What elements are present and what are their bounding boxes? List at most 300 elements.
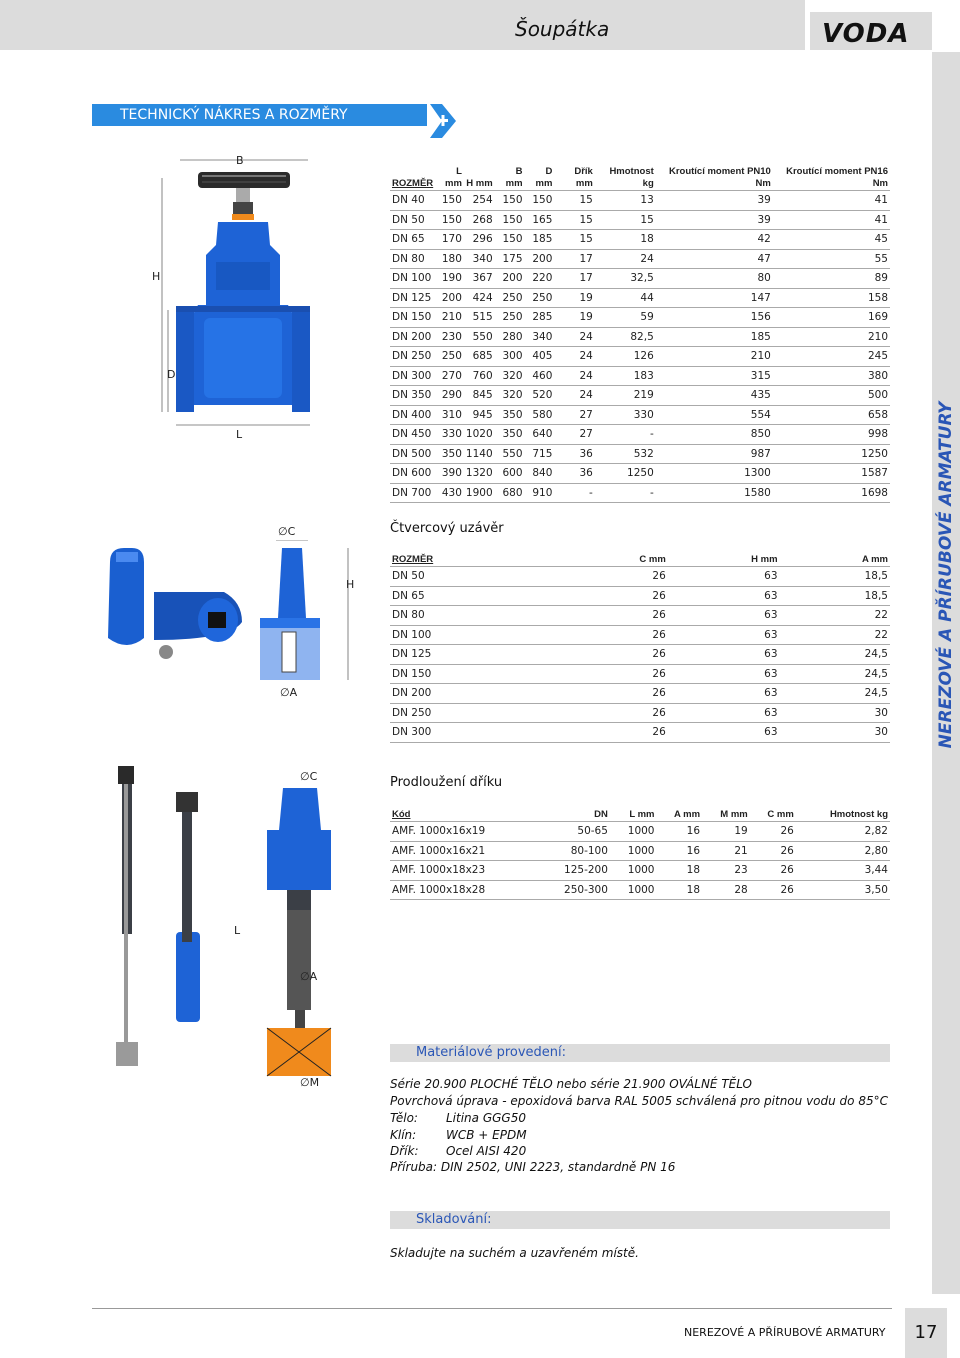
footer-divider xyxy=(92,1308,892,1309)
table-cell: 1250 xyxy=(773,444,890,464)
table-cell: 1320 xyxy=(464,464,495,484)
table-cell: 24 xyxy=(595,249,656,269)
table-cell: DN 125 xyxy=(390,288,435,308)
table-cell: 125-200 xyxy=(537,861,610,881)
table-row xyxy=(390,464,890,484)
table-cell: 26 xyxy=(556,664,668,684)
table-cell: 26 xyxy=(750,861,796,881)
table-cell: 520 xyxy=(525,386,555,406)
table-cell: 680 xyxy=(495,483,525,503)
table-cell: 26 xyxy=(556,645,668,665)
table-cell: 16 xyxy=(657,841,703,861)
column-header: H mm xyxy=(668,548,780,567)
table-row xyxy=(390,405,890,425)
table-cell: 290 xyxy=(435,386,464,406)
table-cell: 80-100 xyxy=(537,841,610,861)
table-row xyxy=(390,880,890,900)
table-cell: DN 100 xyxy=(390,625,556,645)
table-cell: 19 xyxy=(554,288,594,308)
table-cell: 63 xyxy=(668,567,780,587)
table-cell: DN 450 xyxy=(390,425,435,445)
column-header: Hmotnost kg xyxy=(796,803,890,822)
table-cell: 22 xyxy=(780,625,890,645)
table-row xyxy=(390,249,890,269)
table-cell: 24 xyxy=(554,347,594,367)
table-cell: 200 xyxy=(495,269,525,289)
table-cell: DN 350 xyxy=(390,386,435,406)
table-cell: DN 250 xyxy=(390,703,556,723)
table-cell: 63 xyxy=(668,723,780,743)
table-cell: 600 xyxy=(495,464,525,484)
table-row xyxy=(390,191,890,211)
table-cell: 350 xyxy=(495,425,525,445)
square-cap-photo xyxy=(92,540,252,660)
column-header: Kroutící moment PN16 Nm xyxy=(773,160,890,191)
column-header: Kód xyxy=(390,803,537,822)
table-cell: DN 500 xyxy=(390,444,435,464)
page-number: 17 xyxy=(914,1322,938,1343)
table-cell: 685 xyxy=(464,347,495,367)
table-cell: 658 xyxy=(773,405,890,425)
table-cell: 405 xyxy=(525,347,555,367)
table-cell: 47 xyxy=(656,249,773,269)
table-cell: 845 xyxy=(464,386,495,406)
ext-label-c: ∅C xyxy=(300,770,318,783)
table-cell: 1000 xyxy=(610,822,657,842)
table-header-row xyxy=(390,548,890,567)
table-cell: DN 300 xyxy=(390,723,556,743)
table-cell: 350 xyxy=(435,444,464,464)
table-cell: 200 xyxy=(435,288,464,308)
table-cell: 158 xyxy=(773,288,890,308)
table-cell: 45 xyxy=(773,230,890,250)
table-cell: 1250 xyxy=(595,464,656,484)
table-cell: 30 xyxy=(780,703,890,723)
table-cell: 515 xyxy=(464,308,495,328)
table-cell: 310 xyxy=(435,405,464,425)
section-banner-title: TECHNICKÝ NÁKRES A ROZMĚRY xyxy=(120,107,348,123)
valve-drawing xyxy=(140,150,380,450)
table-cell: 17 xyxy=(554,249,594,269)
table-cell: 26 xyxy=(750,822,796,842)
table-cell: 63 xyxy=(668,625,780,645)
square-cap-drawing xyxy=(260,540,360,690)
table-cell: 23 xyxy=(702,861,750,881)
table-cell: 18 xyxy=(595,230,656,250)
table-cell: 296 xyxy=(464,230,495,250)
table-cell: 1900 xyxy=(464,483,495,503)
table-cell: 220 xyxy=(525,269,555,289)
materials-wedge-key: Klín: xyxy=(390,1128,417,1142)
table-cell: 430 xyxy=(435,483,464,503)
table-cell: - xyxy=(595,483,656,503)
table-cell: 998 xyxy=(773,425,890,445)
table-cell: 150 xyxy=(435,191,464,211)
table-cell: 22 xyxy=(780,606,890,626)
table-cell: 910 xyxy=(525,483,555,503)
table-cell: DN 50 xyxy=(390,567,556,587)
table-cell: 200 xyxy=(525,249,555,269)
table-header-row xyxy=(390,803,890,822)
table-cell: DN 300 xyxy=(390,366,435,386)
table-cell: AMF. 1000x16x21 xyxy=(390,841,537,861)
table-cell: 850 xyxy=(656,425,773,445)
table-cell: 15 xyxy=(595,210,656,230)
table-cell: 435 xyxy=(656,386,773,406)
table-cell: 21 xyxy=(702,841,750,861)
materials-coating: Povrchová úprava - epoxidová barva RAL 5005 schválená pro pitnou vodu do 85°C xyxy=(390,1094,888,1108)
table-row xyxy=(390,586,890,606)
table-cell: 185 xyxy=(656,327,773,347)
table-cell: 26 xyxy=(556,684,668,704)
table-cell: 17 xyxy=(554,269,594,289)
table-row xyxy=(390,269,890,289)
table-cell: 285 xyxy=(525,308,555,328)
table-cell: 15 xyxy=(554,191,594,211)
table-cell: 82,5 xyxy=(595,327,656,347)
table-row xyxy=(390,861,890,881)
table-cell: 18,5 xyxy=(780,567,890,587)
table-cell: 19 xyxy=(702,822,750,842)
table-cell: 24 xyxy=(554,366,594,386)
table-cell: 63 xyxy=(668,664,780,684)
table-row xyxy=(390,625,890,645)
table-cell: 945 xyxy=(464,405,495,425)
table-cell: 26 xyxy=(556,567,668,587)
table-cell: 26 xyxy=(750,880,796,900)
table-cell: 245 xyxy=(773,347,890,367)
table-cell: 390 xyxy=(435,464,464,484)
table-cell: DN 600 xyxy=(390,464,435,484)
column-header: ROZMĚR xyxy=(390,160,435,191)
table-cell: DN 400 xyxy=(390,405,435,425)
table-cell: 250 xyxy=(495,308,525,328)
table-cell: 24 xyxy=(554,386,594,406)
table-cell: 3,44 xyxy=(796,861,890,881)
table-cell: 380 xyxy=(773,366,890,386)
table-cell: 150 xyxy=(435,210,464,230)
table-cell: 1020 xyxy=(464,425,495,445)
materials-stem-key: Dřík: xyxy=(390,1144,419,1158)
table-cell: 210 xyxy=(773,327,890,347)
table-row xyxy=(390,606,890,626)
table-cell: 13 xyxy=(595,191,656,211)
table-cell: 270 xyxy=(435,366,464,386)
table-cell: 280 xyxy=(495,327,525,347)
table-row xyxy=(390,425,890,445)
table-cell: 330 xyxy=(435,425,464,445)
table-cell: 36 xyxy=(554,444,594,464)
table-cell: 987 xyxy=(656,444,773,464)
page-title: Šoupátka xyxy=(515,17,610,41)
dim-label-d: D xyxy=(167,368,176,381)
side-label: NEREZOVÉ A PŘÍRUBOVÉ ARMATURY xyxy=(936,401,956,749)
table-cell: 18 xyxy=(657,880,703,900)
extension-table xyxy=(390,803,890,900)
table-cell: 367 xyxy=(464,269,495,289)
materials-stem-value: Ocel AISI 420 xyxy=(446,1144,527,1158)
table-cell: 150 xyxy=(495,230,525,250)
brand-label: VODA xyxy=(822,19,910,49)
storage-title: Skladování: xyxy=(416,1212,492,1227)
table-cell: DN 200 xyxy=(390,684,556,704)
table-cell: 150 xyxy=(525,191,555,211)
column-header: H mm xyxy=(464,160,495,191)
table-cell: 1698 xyxy=(773,483,890,503)
table-cell: 44 xyxy=(595,288,656,308)
table-cell: 63 xyxy=(668,606,780,626)
main-dimensions-table xyxy=(390,160,890,503)
column-header: Hmotnost kg xyxy=(595,160,656,191)
column-header: L mm xyxy=(610,803,657,822)
cap-label-a: ∅A xyxy=(280,686,298,699)
column-header: C mm xyxy=(556,548,668,567)
materials-body xyxy=(390,1111,526,1125)
materials-wedge xyxy=(390,1128,527,1142)
table-cell: 63 xyxy=(668,703,780,723)
table-cell: 15 xyxy=(554,210,594,230)
table-cell: 3,50 xyxy=(796,880,890,900)
table-cell: 250 xyxy=(495,288,525,308)
table-cell: 1587 xyxy=(773,464,890,484)
footer-text: NEREZOVÉ A PŘÍRUBOVÉ ARMATURY xyxy=(684,1326,886,1339)
table-cell: 300 xyxy=(495,347,525,367)
table-cell: 550 xyxy=(464,327,495,347)
stem-extension-photo xyxy=(92,752,212,1092)
table-cell: 169 xyxy=(773,308,890,328)
table-cell: 42 xyxy=(656,230,773,250)
table-cell: 550 xyxy=(495,444,525,464)
table-cell: 1580 xyxy=(656,483,773,503)
table-row xyxy=(390,308,890,328)
materials-bar xyxy=(390,1044,890,1062)
column-header: M mm xyxy=(702,803,750,822)
table-cell: AMF. 1000x18x28 xyxy=(390,880,537,900)
column-header: Dřík mm xyxy=(554,160,594,191)
table-cell: 36 xyxy=(554,464,594,484)
column-header: ROZMĚR xyxy=(390,548,556,567)
table-cell: 640 xyxy=(525,425,555,445)
table-cell: 1000 xyxy=(610,841,657,861)
cap-label-a-text: A xyxy=(289,686,298,699)
table-cell: AMF. 1000x18x23 xyxy=(390,861,537,881)
ext-label-m-text: M xyxy=(309,1076,320,1089)
table-row xyxy=(390,288,890,308)
column-header: A mm xyxy=(657,803,703,822)
materials-body-value: Litina GGG50 xyxy=(446,1111,526,1125)
table-cell: 150 xyxy=(495,210,525,230)
table-row xyxy=(390,327,890,347)
table-cell: 340 xyxy=(464,249,495,269)
table-cell: 315 xyxy=(656,366,773,386)
table-cell: 27 xyxy=(554,425,594,445)
table-cell: DN 100 xyxy=(390,269,435,289)
dim-label-l: L xyxy=(236,428,243,441)
table-cell: 26 xyxy=(750,841,796,861)
table-cell: 320 xyxy=(495,366,525,386)
table-cell: 41 xyxy=(773,210,890,230)
table-cell: 32,5 xyxy=(595,269,656,289)
materials-body-key: Tělo: xyxy=(390,1111,418,1125)
column-header: Kroutící moment PN10 Nm xyxy=(656,160,773,191)
table-cell: 170 xyxy=(435,230,464,250)
storage-text: Skladujte na suchém a uzavřeném místě. xyxy=(390,1246,639,1260)
table-cell: 180 xyxy=(435,249,464,269)
table-cell: 27 xyxy=(554,405,594,425)
column-header: A mm xyxy=(780,548,890,567)
materials-flange: Příruba: DIN 2502, UNI 2223, standardně PN 16 xyxy=(390,1160,676,1174)
table-cell: 18,5 xyxy=(780,586,890,606)
table-cell: 760 xyxy=(464,366,495,386)
table-cell: 147 xyxy=(656,288,773,308)
cap-table xyxy=(390,548,890,743)
table-cell: 250 xyxy=(525,288,555,308)
table-cell: 250 xyxy=(435,347,464,367)
table-row xyxy=(390,822,890,842)
table-row xyxy=(390,841,890,861)
header-bar xyxy=(0,0,805,50)
table-cell: 150 xyxy=(495,191,525,211)
table-cell: 350 xyxy=(495,405,525,425)
table-cell: 28 xyxy=(702,880,750,900)
table-header-row xyxy=(390,160,890,191)
table-cell: 41 xyxy=(773,191,890,211)
table-cell: 840 xyxy=(525,464,555,484)
table-cell: 183 xyxy=(595,366,656,386)
table-cell: 63 xyxy=(668,586,780,606)
table-cell: 1140 xyxy=(464,444,495,464)
table-row xyxy=(390,386,890,406)
table-cell: 80 xyxy=(656,269,773,289)
table-cell: 26 xyxy=(556,625,668,645)
table-cell: 24,5 xyxy=(780,684,890,704)
table-cell: DN 125 xyxy=(390,645,556,665)
table-cell: 24,5 xyxy=(780,664,890,684)
ext-section-title: Prodloužení dříku xyxy=(390,775,503,790)
table-cell: 580 xyxy=(525,405,555,425)
table-cell: 26 xyxy=(556,586,668,606)
table-cell: 55 xyxy=(773,249,890,269)
table-cell: DN 40 xyxy=(390,191,435,211)
table-cell: AMF. 1000x16x19 xyxy=(390,822,537,842)
table-cell: 219 xyxy=(595,386,656,406)
table-cell: 39 xyxy=(656,210,773,230)
ext-label-a: ∅A xyxy=(300,970,318,983)
table-cell: 63 xyxy=(668,684,780,704)
table-cell: DN 65 xyxy=(390,586,556,606)
table-cell: 1000 xyxy=(610,861,657,881)
ext-label-a-text: A xyxy=(309,970,318,983)
table-cell: 126 xyxy=(595,347,656,367)
materials-series: Série 20.900 PLOCHÉ TĚLO nebo série 21.900 OVÁLNÉ TĚLO xyxy=(390,1077,752,1091)
table-cell: DN 700 xyxy=(390,483,435,503)
table-cell: 30 xyxy=(780,723,890,743)
table-cell: 230 xyxy=(435,327,464,347)
table-cell: 156 xyxy=(656,308,773,328)
cap-label-c-text: C xyxy=(287,525,296,538)
table-cell: 63 xyxy=(668,645,780,665)
table-cell: DN 150 xyxy=(390,664,556,684)
table-cell: 460 xyxy=(525,366,555,386)
table-row xyxy=(390,347,890,367)
materials-title: Materiálové provedení: xyxy=(416,1045,567,1060)
table-cell: DN 80 xyxy=(390,606,556,626)
table-cell: - xyxy=(595,425,656,445)
table-cell: 715 xyxy=(525,444,555,464)
table-cell: 26 xyxy=(556,606,668,626)
cap-section-title: Čtvercový uzávěr xyxy=(390,521,504,536)
dim-label-b: B xyxy=(236,154,244,167)
table-cell: 19 xyxy=(554,308,594,328)
table-row xyxy=(390,723,890,743)
table-cell: 89 xyxy=(773,269,890,289)
table-cell: 15 xyxy=(554,230,594,250)
dim-label-h: H xyxy=(152,270,161,283)
table-cell: 190 xyxy=(435,269,464,289)
table-row xyxy=(390,210,890,230)
table-row xyxy=(390,567,890,587)
cap-label-h: H xyxy=(346,578,355,591)
storage-bar xyxy=(390,1211,890,1229)
column-header: B mm xyxy=(495,160,525,191)
table-cell: 185 xyxy=(525,230,555,250)
column-header: L mm xyxy=(435,160,464,191)
table-cell: 59 xyxy=(595,308,656,328)
table-cell: 320 xyxy=(495,386,525,406)
table-cell: 1000 xyxy=(610,880,657,900)
table-cell: 50-65 xyxy=(537,822,610,842)
table-row xyxy=(390,684,890,704)
materials-stem xyxy=(390,1144,526,1158)
table-cell: DN 50 xyxy=(390,210,435,230)
table-row xyxy=(390,230,890,250)
table-row xyxy=(390,444,890,464)
table-cell: 210 xyxy=(656,347,773,367)
arrow-right-icon xyxy=(430,104,458,138)
table-row xyxy=(390,645,890,665)
table-cell: 254 xyxy=(464,191,495,211)
table-row xyxy=(390,664,890,684)
table-cell: 2,82 xyxy=(796,822,890,842)
table-cell: 18 xyxy=(657,861,703,881)
table-cell: 250-300 xyxy=(537,880,610,900)
column-header: C mm xyxy=(750,803,796,822)
table-cell: DN 250 xyxy=(390,347,435,367)
table-cell: 554 xyxy=(656,405,773,425)
table-cell: 175 xyxy=(495,249,525,269)
table-cell: 500 xyxy=(773,386,890,406)
table-cell: DN 150 xyxy=(390,308,435,328)
table-cell: 210 xyxy=(435,308,464,328)
table-cell: DN 65 xyxy=(390,230,435,250)
table-cell: DN 80 xyxy=(390,249,435,269)
table-cell: 24 xyxy=(554,327,594,347)
table-cell: 26 xyxy=(556,703,668,723)
table-cell: 268 xyxy=(464,210,495,230)
table-cell: 532 xyxy=(595,444,656,464)
table-cell: 39 xyxy=(656,191,773,211)
column-header: DN xyxy=(537,803,610,822)
table-row xyxy=(390,483,890,503)
table-cell: 24,5 xyxy=(780,645,890,665)
ext-label-c-text: C xyxy=(309,770,318,783)
table-cell: 424 xyxy=(464,288,495,308)
table-cell: 330 xyxy=(595,405,656,425)
table-cell: 26 xyxy=(556,723,668,743)
table-cell: 1300 xyxy=(656,464,773,484)
table-cell: 2,80 xyxy=(796,841,890,861)
table-cell: 165 xyxy=(525,210,555,230)
